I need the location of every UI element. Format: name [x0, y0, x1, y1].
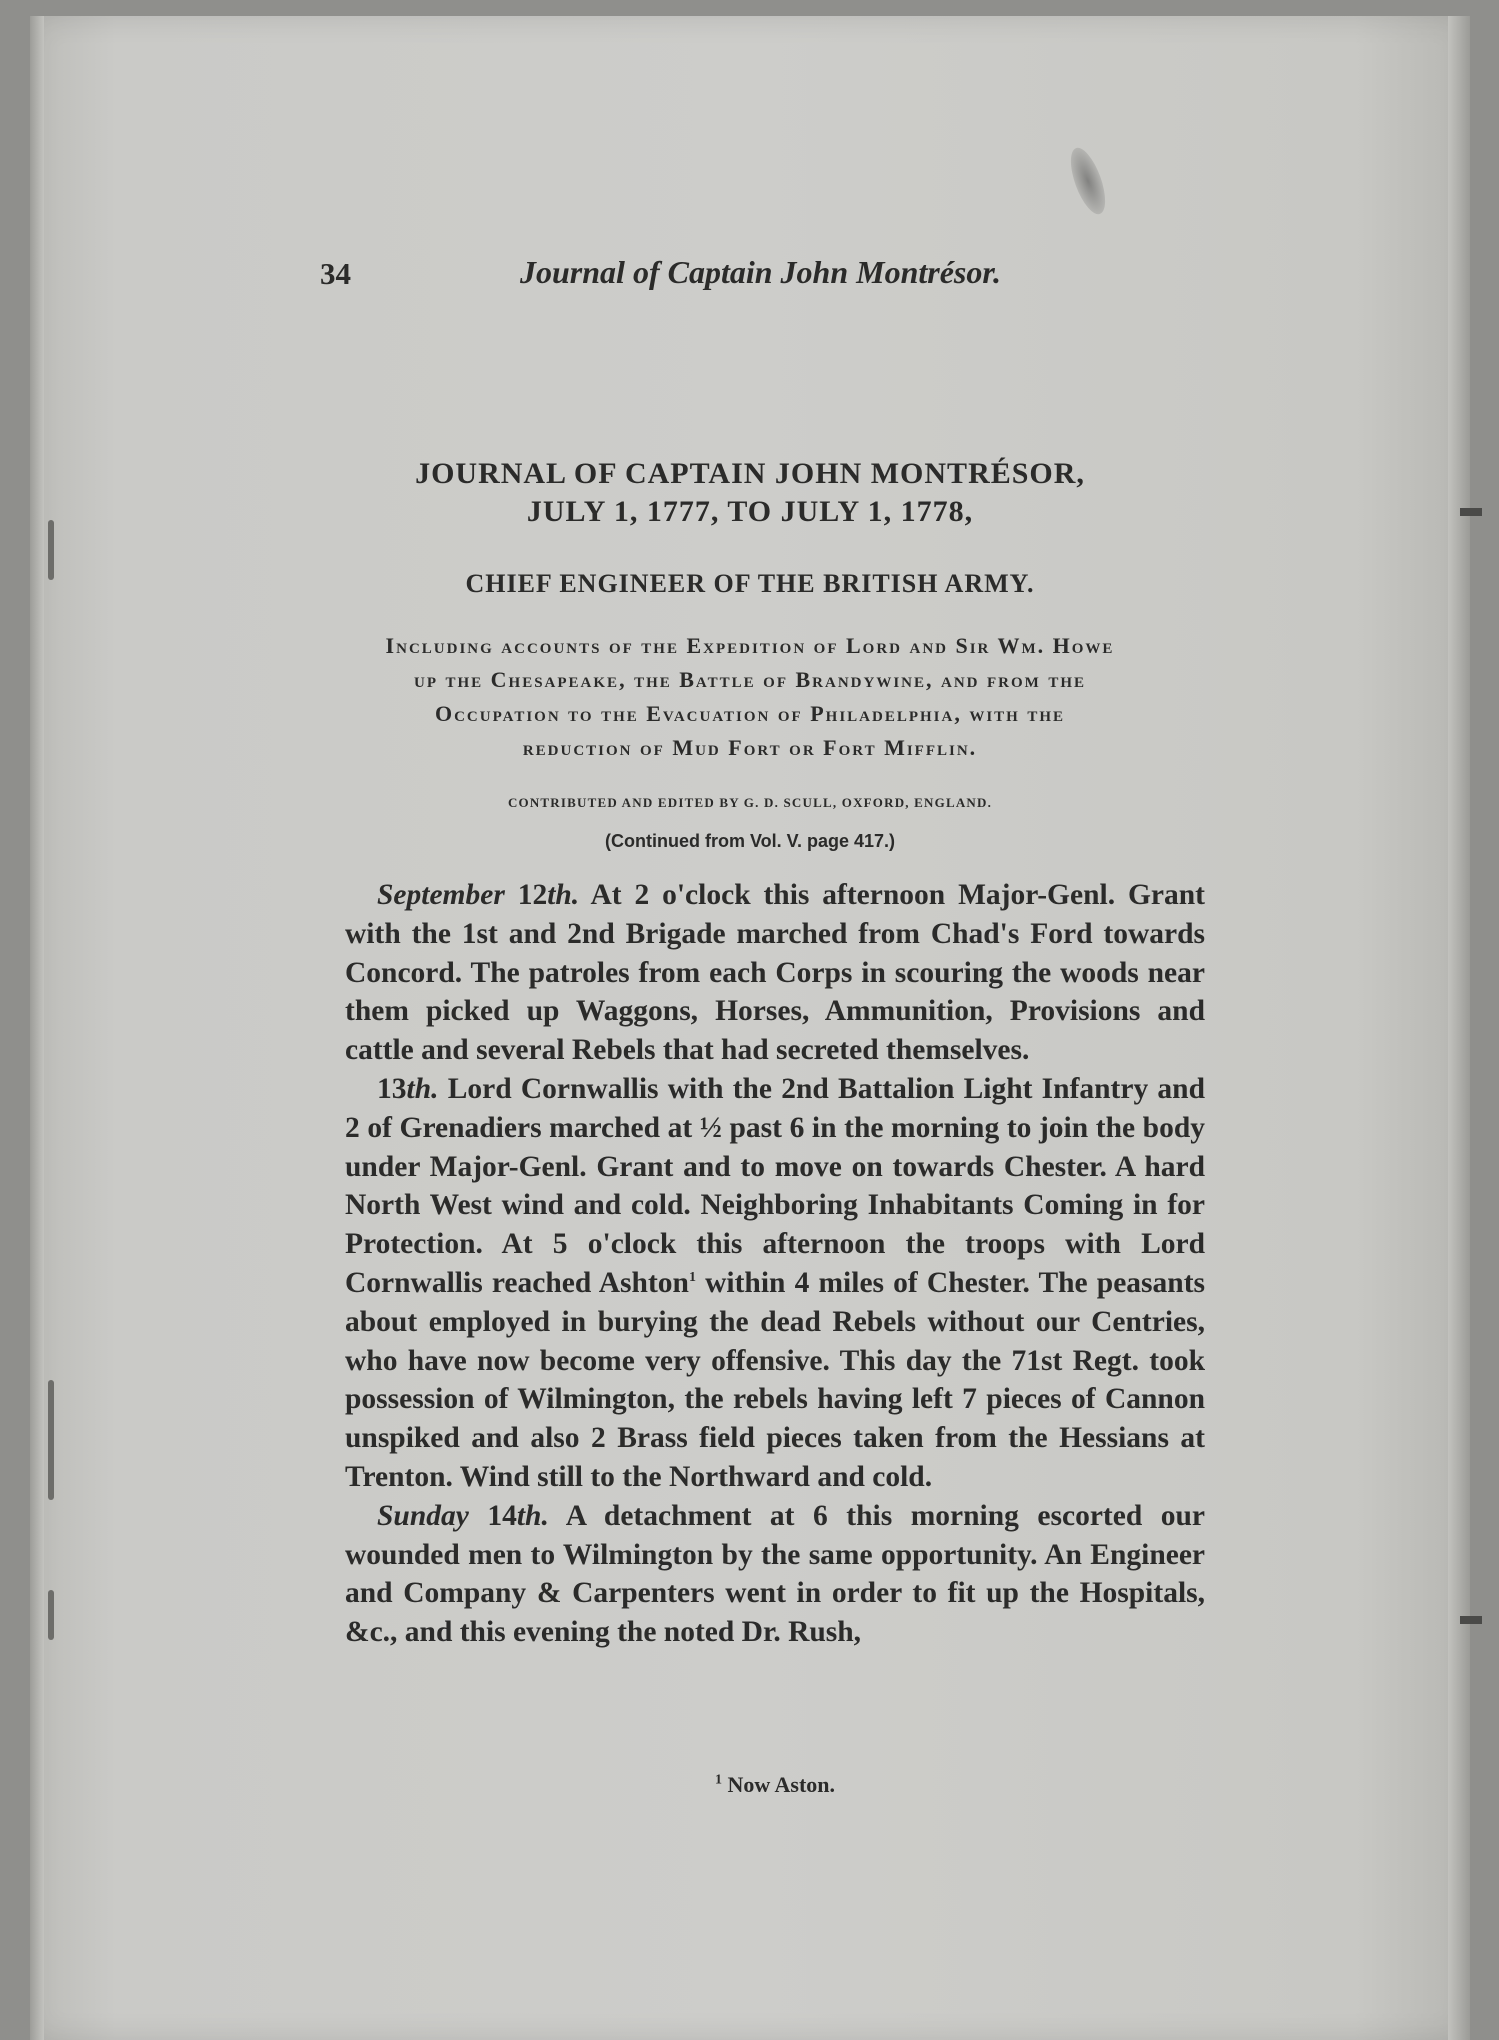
description-line: reduction of Mud Fort or Fort Mifflin. [522, 735, 978, 760]
page-right-edge [1448, 16, 1470, 2040]
journal-entry [345, 1070, 1205, 1497]
description-line: Including accounts of the Expedition of Lord and Sir Wm. Howe [385, 633, 1115, 658]
journal-body [345, 876, 1205, 1652]
entry-date: 14 [468, 1499, 517, 1532]
article-title-line-1: JOURNAL OF CAPTAIN JOHN MONTRÉSOR, [415, 457, 1085, 490]
entry-date-suffix: th. [406, 1072, 439, 1105]
entry-text: At 2 o'clock this afternoon Major-Genl. Grant with the 1st and 2nd Brigade marched from Chad's Ford towards Concord. The patroles from each Corps in scouring the woods near them picked up Waggons, Horses, Ammunition, Provisions and cattle and several Rebels that had secreted themselves. [345, 879, 1205, 1067]
entry-date: 12 [504, 879, 548, 911]
article-subtitle: CHIEF ENGINEER OF THE BRITISH ARMY. [465, 569, 1035, 598]
binding-mark [48, 1590, 54, 1640]
entry-lead: Sunday [377, 1499, 469, 1532]
entry-text: within 4 miles of Chester. The peasants about employed in burying the dead Rebels without our Centries, who have now become very offensive. This day the 71st Regt. took possession of Wilmington, the rebels having left 7 pieces of Cannon unspiked and also 2 Brass field pieces taken from the Hessians at Trenton. Wind still to the Northward and cold. [345, 1266, 1205, 1493]
contributor-line: CONTRIBUTED AND EDITED BY G. D. SCULL, OXFORD, ENGLAND. [507, 795, 993, 810]
right-edge-tab [1460, 1616, 1482, 1624]
entry-text: Lord Cornwallis with the 2nd Battalion Light Infantry and 2 of Grenadiers marched at ½ past 6 in the morning to join the body under Major-Genl. Grant and to move on towards Chester. A hard North West wind and cold. Neighboring Inhabitants Coming in for Protection. At 5 o'clock this afternoon the troops with Lord Cornwallis reached Ashton [345, 1072, 1205, 1299]
description-line: Occupation to the Evacuation of Philadelphia, with the [434, 701, 1066, 726]
continued-note: (Continued from Vol. V. page 417.) [604, 831, 896, 851]
footnote-text: Now Aston. [721, 1772, 836, 1797]
entry-date-suffix: th. [547, 879, 580, 911]
entry-date-suffix: th. [516, 1499, 549, 1532]
running-head [320, 250, 1020, 300]
description-line: up the Chesapeake, the Battle of Brandywine, and from the [413, 667, 1086, 692]
footnote-mark: 1 [714, 1772, 722, 1788]
ink-smudge [1064, 144, 1112, 219]
journal-entry [345, 1497, 1205, 1652]
footnote-reference: 1 [688, 1270, 696, 1286]
article-title-line-2: JULY 1, 1777, TO JULY 1, 1778, [526, 495, 974, 528]
entry-date: 13 [377, 1072, 407, 1105]
page-number: 34 [320, 256, 351, 291]
article-description [320, 629, 1180, 765]
running-title: Journal of Captain John Montrésor. [520, 254, 1002, 290]
binding-mark [48, 520, 54, 580]
right-edge-tab [1460, 508, 1482, 516]
entry-lead: September [377, 879, 505, 911]
journal-entry [345, 876, 1205, 1070]
binding-mark [48, 1380, 54, 1500]
entry-text: A detachment at 6 this morning escorted our wounded men to Wilmington by the same opportunity. An Engineer and Company & Carpenters went in order to fit up the Hospitals, &c., and this evening the noted Dr. Rush, [345, 1499, 1206, 1649]
footnote [345, 1772, 1205, 1798]
page-left-edge [30, 16, 44, 2040]
article-heading [320, 455, 1180, 852]
